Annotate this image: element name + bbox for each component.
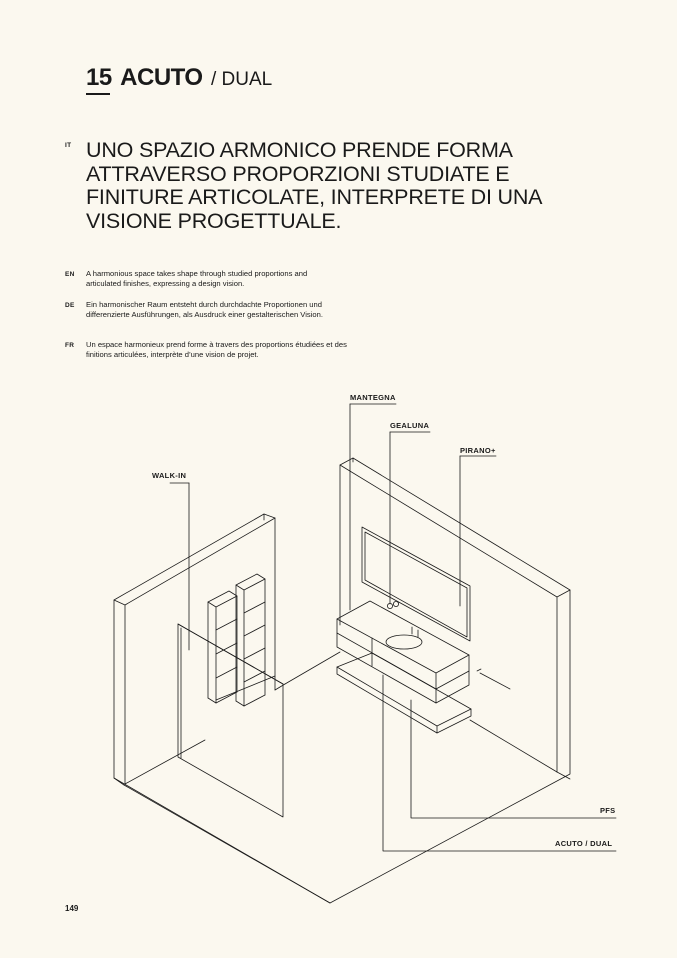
- product-variant: / DUAL: [211, 69, 273, 90]
- label-pfs: PFS: [600, 806, 616, 815]
- right-wall: [285, 458, 570, 779]
- english-text: A harmonious space takes shape through studied proportions and articulated finishes, expressing a design vision.: [86, 269, 308, 288]
- product-name: ACUTO: [120, 64, 203, 91]
- walk-in-shower-glass: [178, 624, 283, 817]
- vanity-unit: [337, 601, 469, 703]
- lang-code-it: IT: [65, 142, 72, 149]
- italian-headline: UNO SPAZIO ARMONICO PRENDE FORMA ATTRAVERSO PROPORZIONI STUDIATE E FINITURE ARTICOLATE, INTERPRETE DI UNA VISIONE PROGETTUALE.: [86, 138, 542, 233]
- lang-code-de: DE: [65, 302, 75, 309]
- shelving-units: [208, 574, 265, 706]
- label-gealuna: GEALUNA: [390, 421, 430, 430]
- section-number: 15: [86, 64, 112, 91]
- towel-rail: [477, 669, 510, 689]
- floor-outline: [114, 590, 570, 903]
- label-acuto-dual: ACUTO / DUAL: [555, 839, 613, 848]
- left-wall: [114, 514, 285, 785]
- mirror: [362, 527, 470, 641]
- label-walk-in: WALK-IN: [152, 471, 187, 480]
- lang-code-fr: FR: [65, 342, 75, 349]
- lang-code-en: EN: [65, 271, 75, 278]
- french-text: Un espace harmonieux prend forme à travers des proportions étudiées et des finitions articulées, interprète d’une vision de projet.: [86, 340, 347, 359]
- label-mantegna: MANTEGNA: [350, 393, 396, 402]
- label-pirano: PIRANO+: [460, 446, 496, 455]
- german-text: Ein harmonischer Raum entsteht durch durchdachte Proportionen und differenzierte Ausführungen, als Ausdruck einer gestalterischen Vision.: [86, 300, 323, 319]
- page-number: 149: [65, 904, 79, 913]
